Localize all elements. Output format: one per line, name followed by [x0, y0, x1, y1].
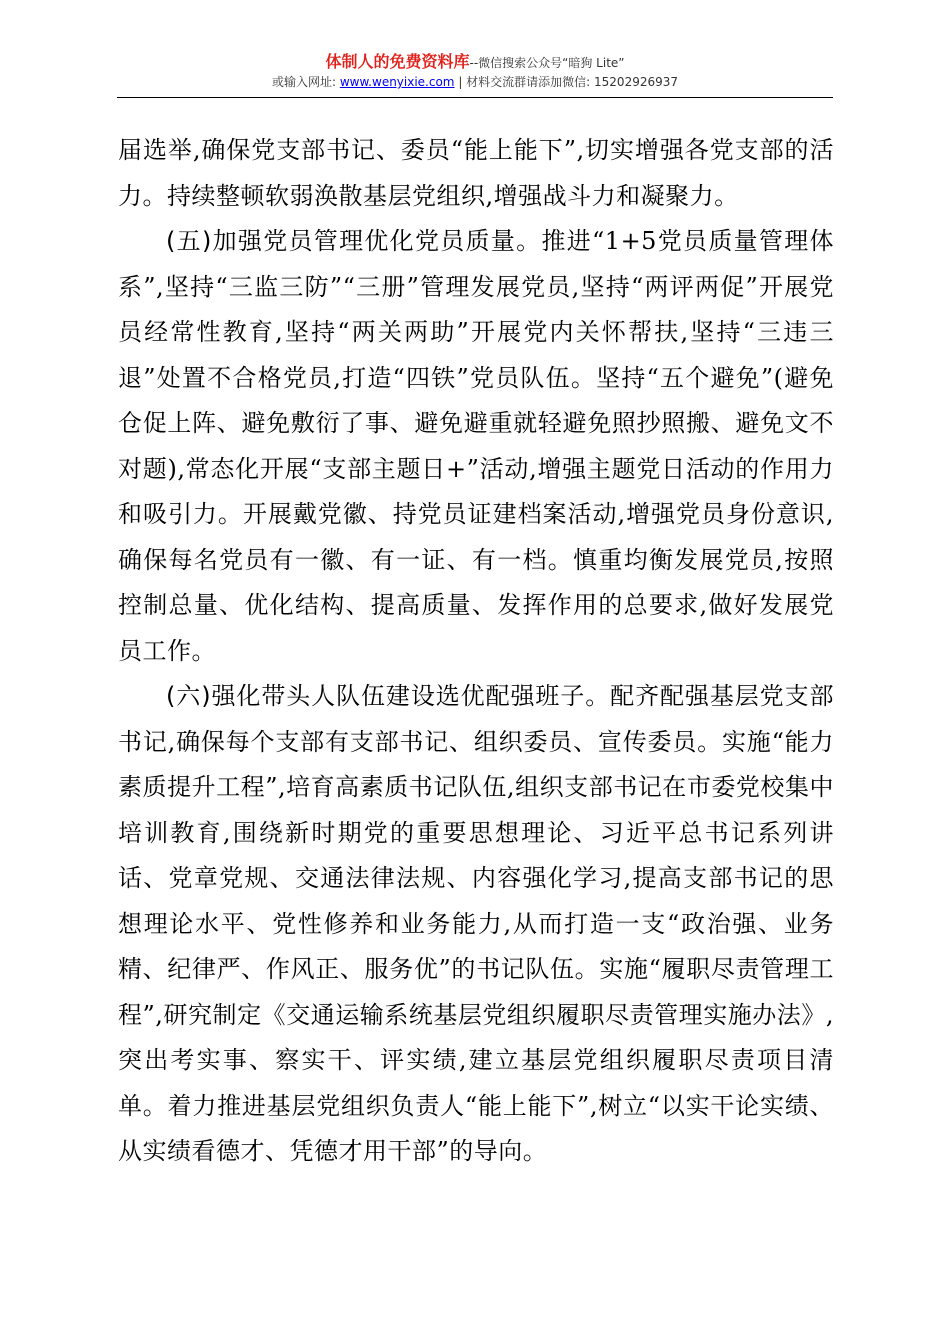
document-body: [118, 128, 834, 1175]
header-brand: 体制人的免费资料库: [325, 52, 470, 71]
section-5-text: 推进“1+5党员质量管理体系”,坚持“三监三防”“三册”管理发展党员,坚持“两评两促”开展党员经常性教育,坚持“两关两助”开展党内关怀帮扶,坚持“三违三退”处置不合格党员,打造“四铁”党员队伍。坚持“五个避免”(避免仓促上阵、避免敷衍了事、避免避重就轻避免照抄照搬、避免文不对题),常态化开展“支部主题日+”活动,增强主题党日活动的作用力和吸引力。开展戴党徽、持党员证建档案活动,增强党员身份意识,确保每名党员有一徽、有一证、有一档。慎重均衡发展党员,按照控制总量、优化结构、提高质量、发挥作用的总要求,做好发展党员工作。: [118, 227, 834, 665]
section-5-paragraph: [118, 219, 834, 674]
continued-paragraph: 届选举,确保党支部书记、委员“能上能下”,切实增强各党支部的活力。持续整顿软弱涣散基层党组织,增强战斗力和凝聚力。: [118, 136, 834, 210]
header-url-prefix: 或输入网址:: [271, 75, 340, 89]
header-url-suffix: | 材料交流群请添加微信: 15202926937: [454, 75, 679, 89]
section-6-text: 配齐配强基层党支部书记,确保每个支部有支部书记、组织委员、宣传委员。实施“能力素质提升工程”,培育高素质书记队伍,组织支部书记在市委党校集中培训教育,围绕新时期党的重要思想理论、习近平总书记系列讲话、党章党规、交通法律法规、内容强化学习,提高支部书记的思想理论水平、党性修养和业务能力,从而打造一支“政治强、业务精、纪律严、作风正、服务优”的书记队伍。实施“履职尽责管理工程”,研究制定《交通运输系统基层党组织履职尽责管理实施办法》,突出考实事、察实干、评实绩,建立基层党组织履职尽责项目清单。着力推进基层党组织负责人“能上能下”,树立“以实干论实绩、从实绩看德才、凭德才用干部”的导向。: [118, 682, 834, 1165]
header-line-1: [0, 52, 950, 73]
header-url-link[interactable]: www.wenyixie.com: [339, 75, 455, 89]
section-6-paragraph: [118, 674, 834, 1175]
header-tagline: --微信搜索公众号“暗狗 Lite”: [469, 56, 625, 70]
section-6-heading: (六)强化带头人队伍建设选优配强班子。: [166, 682, 611, 710]
header-line-2: [0, 73, 950, 91]
section-5-heading: (五)加强党员管理优化党员质量。: [166, 227, 542, 255]
header-divider: [117, 97, 833, 98]
page-header: [0, 52, 950, 91]
